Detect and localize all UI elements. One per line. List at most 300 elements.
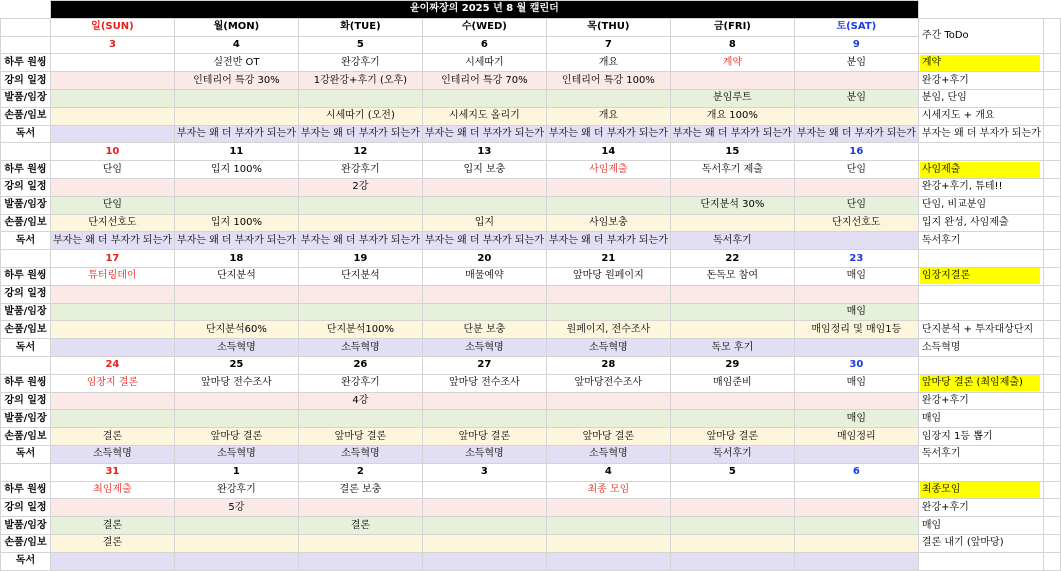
schedule-cell[interactable]: 소득혁명 (174, 445, 298, 463)
date-cell[interactable]: 7 (546, 36, 670, 54)
blank-cell[interactable] (1043, 499, 1060, 517)
blank-cell[interactable] (1043, 303, 1060, 321)
schedule-cell[interactable] (50, 392, 174, 410)
schedule-cell[interactable]: 소득혁명 (422, 339, 546, 357)
schedule-cell[interactable] (546, 499, 670, 517)
schedule-cell[interactable]: 앞마당 결론 (422, 428, 546, 446)
schedule-cell[interactable] (670, 392, 794, 410)
schedule-cell[interactable] (670, 481, 794, 499)
blank-cell[interactable] (1043, 445, 1060, 463)
date-cell[interactable]: 9 (794, 36, 918, 54)
schedule-cell[interactable]: 독서후기 제출 (670, 161, 794, 179)
schedule-cell[interactable] (794, 178, 918, 196)
schedule-cell[interactable] (174, 410, 298, 428)
schedule-cell[interactable]: 완강후기 (174, 481, 298, 499)
row-label[interactable]: 하루 원씽 (1, 481, 51, 499)
schedule-cell[interactable] (670, 303, 794, 321)
schedule-cell[interactable]: 소득혁명 (174, 339, 298, 357)
schedule-cell[interactable] (794, 534, 918, 552)
weekly-todo-item[interactable]: 매임 (918, 410, 1043, 428)
schedule-cell[interactable] (50, 89, 174, 107)
schedule-cell[interactable] (794, 499, 918, 517)
date-cell[interactable]: 18 (174, 250, 298, 268)
row-label[interactable]: 강의 일정 (1, 392, 51, 410)
date-cell[interactable]: 21 (546, 250, 670, 268)
row-label[interactable]: 독서 (1, 552, 51, 570)
row-label[interactable]: 독서 (1, 339, 51, 357)
schedule-cell[interactable] (50, 410, 174, 428)
blank-cell[interactable] (1043, 267, 1060, 285)
date-cell[interactable]: 14 (546, 143, 670, 161)
weekly-todo-item[interactable]: 독서후기 (918, 445, 1043, 463)
day-header[interactable]: 일(SUN) (50, 18, 174, 36)
day-header[interactable]: 월(MON) (174, 18, 298, 36)
day-header[interactable]: 수(WED) (422, 18, 546, 36)
schedule-cell[interactable] (422, 534, 546, 552)
schedule-cell[interactable] (298, 303, 422, 321)
schedule-cell[interactable]: 입지 100% (174, 214, 298, 232)
row-label[interactable]: 강의 일정 (1, 499, 51, 517)
schedule-cell[interactable] (298, 285, 422, 303)
blank-cell[interactable] (918, 143, 1043, 161)
blank-cell[interactable] (1043, 285, 1060, 303)
date-cell[interactable]: 22 (670, 250, 794, 268)
schedule-cell[interactable] (174, 534, 298, 552)
blank-cell[interactable] (1043, 107, 1060, 125)
day-header[interactable]: 금(FRI) (670, 18, 794, 36)
schedule-cell[interactable]: 사임제출 (546, 161, 670, 179)
schedule-cell[interactable] (50, 178, 174, 196)
date-cell[interactable]: 12 (298, 143, 422, 161)
date-cell[interactable]: 3 (422, 463, 546, 481)
schedule-cell[interactable]: 결론 (298, 517, 422, 535)
schedule-cell[interactable]: 시세지도 올리기 (422, 107, 546, 125)
date-cell[interactable]: 23 (794, 250, 918, 268)
blank-cell[interactable] (1043, 196, 1060, 214)
schedule-cell[interactable]: 앞마당 결론 (298, 428, 422, 446)
schedule-cell[interactable] (546, 534, 670, 552)
blank-cell[interactable] (1043, 517, 1060, 535)
schedule-cell[interactable] (422, 178, 546, 196)
schedule-cell[interactable] (174, 285, 298, 303)
row-label[interactable]: 강의 일정 (1, 285, 51, 303)
weekly-todo-item[interactable]: 결론 내기 (앞마당) (918, 534, 1043, 552)
schedule-cell[interactable]: 최임제출 (50, 481, 174, 499)
schedule-cell[interactable] (50, 499, 174, 517)
schedule-cell[interactable] (546, 517, 670, 535)
weekly-todo-item[interactable]: 시세지도 + 개요 (918, 107, 1043, 125)
blank-cell[interactable] (1043, 356, 1060, 374)
row-label[interactable]: 독서 (1, 125, 51, 143)
schedule-cell[interactable] (174, 392, 298, 410)
schedule-cell[interactable]: 앞마당전수조사 (546, 374, 670, 392)
date-cell[interactable]: 3 (50, 36, 174, 54)
row-label[interactable]: 강의 일정 (1, 72, 51, 90)
schedule-cell[interactable]: 인테리어 특강 30% (174, 72, 298, 90)
schedule-cell[interactable]: 분임 (794, 54, 918, 72)
weekly-todo-item[interactable]: 완강+후기 (918, 499, 1043, 517)
weekly-todo-item[interactable]: 임장지 1등 뽑기 (918, 428, 1043, 446)
corner-cell[interactable] (1, 1, 51, 19)
schedule-cell[interactable]: 2강 (298, 178, 422, 196)
date-cell[interactable]: 20 (422, 250, 546, 268)
weekly-todo-item[interactable]: 부자는 왜 더 부자가 되는가 (918, 125, 1043, 143)
schedule-cell[interactable]: 부자는 왜 더 부자가 되는가 (298, 232, 422, 250)
row-label[interactable]: 발품/임장 (1, 303, 51, 321)
date-cell[interactable]: 30 (794, 356, 918, 374)
schedule-cell[interactable] (546, 285, 670, 303)
schedule-cell[interactable] (546, 196, 670, 214)
schedule-cell[interactable] (50, 303, 174, 321)
schedule-cell[interactable]: 앞마당 전수조사 (174, 374, 298, 392)
date-cell[interactable]: 19 (298, 250, 422, 268)
schedule-cell[interactable]: 앞마당 원페이지 (546, 267, 670, 285)
blank-cell[interactable] (1043, 89, 1060, 107)
row-label-blank[interactable] (1, 36, 51, 54)
schedule-cell[interactable]: 매임준비 (670, 374, 794, 392)
schedule-cell[interactable]: 부자는 왜 더 부자가 되는가 (670, 125, 794, 143)
row-label[interactable]: 독서 (1, 232, 51, 250)
schedule-cell[interactable]: 개요 (546, 54, 670, 72)
schedule-cell[interactable] (422, 196, 546, 214)
schedule-cell[interactable] (50, 321, 174, 339)
blank-cell[interactable] (918, 1, 1043, 19)
schedule-cell[interactable]: 부자는 왜 더 부자가 되는가 (546, 232, 670, 250)
weekly-todo-item[interactable]: 완강+후기, 튜테!! (918, 178, 1043, 196)
schedule-cell[interactable]: 소득혁명 (298, 445, 422, 463)
date-cell[interactable]: 11 (174, 143, 298, 161)
schedule-cell[interactable] (546, 410, 670, 428)
blank-cell[interactable] (1043, 178, 1060, 196)
schedule-cell[interactable] (670, 499, 794, 517)
schedule-cell[interactable]: 매임정리 및 매임1등 (794, 321, 918, 339)
weekly-todo-item[interactable]: 매임 (918, 517, 1043, 535)
schedule-cell[interactable]: 인테리어 특강 100% (546, 72, 670, 90)
schedule-cell[interactable]: 부자는 왜 더 부자가 되는가 (422, 125, 546, 143)
schedule-cell[interactable] (546, 89, 670, 107)
schedule-cell[interactable]: 개요 100% (670, 107, 794, 125)
blank-cell[interactable] (1043, 463, 1060, 481)
weekly-todo-header[interactable]: 주간 ToDo (918, 18, 1043, 54)
row-label-blank[interactable] (1, 143, 51, 161)
blank-cell[interactable] (1043, 339, 1060, 357)
schedule-cell[interactable] (298, 410, 422, 428)
schedule-cell[interactable]: 완강후기 (298, 54, 422, 72)
schedule-cell[interactable] (422, 285, 546, 303)
calendar-title[interactable]: 윤이짜장의 2025 년 8 월 캘린더 (50, 1, 918, 19)
schedule-cell[interactable] (794, 392, 918, 410)
blank-cell[interactable] (1043, 534, 1060, 552)
schedule-cell[interactable]: 임장지 결론 (50, 374, 174, 392)
schedule-cell[interactable]: 완강후기 (298, 374, 422, 392)
schedule-cell[interactable] (670, 534, 794, 552)
weekly-todo-item[interactable] (918, 303, 1043, 321)
schedule-cell[interactable]: 독서후기 (670, 445, 794, 463)
schedule-cell[interactable]: 실전반 OT (174, 54, 298, 72)
schedule-cell[interactable]: 단임 (794, 161, 918, 179)
blank-cell[interactable] (1043, 72, 1060, 90)
weekly-todo-item[interactable] (918, 481, 1043, 499)
row-label[interactable]: 강의 일정 (1, 178, 51, 196)
schedule-cell[interactable]: 결론 (50, 534, 174, 552)
blank-cell[interactable] (1043, 392, 1060, 410)
schedule-cell[interactable]: 앞마당 전수조사 (422, 374, 546, 392)
schedule-cell[interactable] (422, 303, 546, 321)
schedule-cell[interactable]: 매임 (794, 374, 918, 392)
schedule-cell[interactable]: 단임 (50, 161, 174, 179)
blank-cell[interactable] (1043, 143, 1060, 161)
schedule-cell[interactable]: 개요 (546, 107, 670, 125)
blank-cell[interactable] (1043, 18, 1060, 54)
row-label[interactable]: 손품/임보 (1, 321, 51, 339)
schedule-cell[interactable]: 부자는 왜 더 부자가 되는가 (422, 232, 546, 250)
blank-cell[interactable] (1043, 552, 1060, 570)
schedule-cell[interactable]: 매물예약 (422, 267, 546, 285)
schedule-cell[interactable] (794, 552, 918, 570)
row-label[interactable]: 발품/임장 (1, 89, 51, 107)
row-label[interactable]: 발품/임장 (1, 196, 51, 214)
weekly-todo-item[interactable]: 분임, 단임 (918, 89, 1043, 107)
schedule-cell[interactable]: 단지분석 30% (670, 196, 794, 214)
schedule-cell[interactable]: 단지분석 (174, 267, 298, 285)
blank-cell[interactable] (1043, 321, 1060, 339)
schedule-cell[interactable]: 단지분석60% (174, 321, 298, 339)
schedule-cell[interactable] (670, 285, 794, 303)
blank-cell[interactable] (918, 250, 1043, 268)
date-cell[interactable]: 10 (50, 143, 174, 161)
schedule-cell[interactable]: 앞마당 결론 (174, 428, 298, 446)
schedule-cell[interactable] (546, 392, 670, 410)
blank-cell[interactable] (1043, 232, 1060, 250)
row-label-blank[interactable] (1, 463, 51, 481)
date-cell[interactable]: 24 (50, 356, 174, 374)
schedule-cell[interactable] (670, 321, 794, 339)
schedule-cell[interactable] (794, 107, 918, 125)
schedule-cell[interactable] (670, 552, 794, 570)
schedule-cell[interactable] (670, 410, 794, 428)
schedule-cell[interactable]: 결론 보충 (298, 481, 422, 499)
schedule-cell[interactable] (794, 481, 918, 499)
schedule-cell[interactable] (546, 303, 670, 321)
schedule-cell[interactable] (422, 392, 546, 410)
blank-cell[interactable] (1043, 161, 1060, 179)
date-cell[interactable]: 4 (546, 463, 670, 481)
schedule-cell[interactable]: 완강후기 (298, 161, 422, 179)
date-cell[interactable]: 6 (422, 36, 546, 54)
schedule-cell[interactable]: 부자는 왜 더 부자가 되는가 (50, 232, 174, 250)
schedule-cell[interactable]: 소득혁명 (50, 445, 174, 463)
schedule-cell[interactable] (50, 339, 174, 357)
schedule-cell[interactable] (794, 517, 918, 535)
weekly-todo-item[interactable] (918, 161, 1043, 179)
schedule-cell[interactable] (422, 481, 546, 499)
corner-cell[interactable] (1, 18, 51, 36)
schedule-cell[interactable]: 앞마당 결론 (670, 428, 794, 446)
schedule-cell[interactable]: 결론 (50, 517, 174, 535)
date-cell[interactable]: 13 (422, 143, 546, 161)
schedule-cell[interactable]: 부자는 왜 더 부자가 되는가 (174, 232, 298, 250)
blank-cell[interactable] (1043, 481, 1060, 499)
date-cell[interactable]: 5 (670, 463, 794, 481)
blank-cell[interactable] (1043, 250, 1060, 268)
blank-cell[interactable] (1043, 125, 1060, 143)
row-label[interactable]: 독서 (1, 445, 51, 463)
date-cell[interactable]: 16 (794, 143, 918, 161)
row-label[interactable]: 손품/임보 (1, 534, 51, 552)
row-label[interactable]: 하루 원씽 (1, 54, 51, 72)
weekly-todo-item[interactable] (918, 552, 1043, 570)
blank-cell[interactable] (1043, 1, 1060, 19)
schedule-cell[interactable]: 부자는 왜 더 부자가 되는가 (174, 125, 298, 143)
schedule-cell[interactable] (174, 303, 298, 321)
weekly-todo-item[interactable]: 소득혁명 (918, 339, 1043, 357)
row-label[interactable]: 발품/임장 (1, 517, 51, 535)
schedule-cell[interactable]: 소득혁명 (298, 339, 422, 357)
schedule-cell[interactable]: 단지분석 (298, 267, 422, 285)
schedule-cell[interactable] (298, 534, 422, 552)
schedule-cell[interactable]: 매임 (794, 410, 918, 428)
weekly-todo-item[interactable] (918, 374, 1043, 392)
schedule-cell[interactable]: 매임정리 (794, 428, 918, 446)
schedule-cell[interactable] (546, 178, 670, 196)
schedule-cell[interactable] (298, 552, 422, 570)
schedule-cell[interactable] (794, 339, 918, 357)
schedule-cell[interactable]: 부자는 왜 더 부자가 되는가 (794, 125, 918, 143)
schedule-cell[interactable] (422, 552, 546, 570)
schedule-cell[interactable]: 소득혁명 (546, 339, 670, 357)
weekly-todo-item[interactable] (918, 54, 1043, 72)
schedule-cell[interactable]: 단지선호도 (50, 214, 174, 232)
weekly-todo-item[interactable] (918, 285, 1043, 303)
schedule-cell[interactable] (422, 499, 546, 517)
schedule-cell[interactable]: 단지선호도 (794, 214, 918, 232)
day-header[interactable]: 화(TUE) (298, 18, 422, 36)
date-cell[interactable]: 4 (174, 36, 298, 54)
schedule-cell[interactable] (50, 285, 174, 303)
schedule-cell[interactable]: 소득혁명 (422, 445, 546, 463)
schedule-cell[interactable]: 사임보충 (546, 214, 670, 232)
weekly-todo-item[interactable]: 완강+후기 (918, 392, 1043, 410)
schedule-cell[interactable]: 5강 (174, 499, 298, 517)
date-cell[interactable]: 25 (174, 356, 298, 374)
row-label[interactable]: 발품/임장 (1, 410, 51, 428)
schedule-cell[interactable] (794, 285, 918, 303)
weekly-todo-item[interactable]: 완강+후기 (918, 72, 1043, 90)
blank-cell[interactable] (1043, 214, 1060, 232)
schedule-cell[interactable] (670, 178, 794, 196)
date-cell[interactable]: 29 (670, 356, 794, 374)
blank-cell[interactable] (918, 356, 1043, 374)
date-cell[interactable]: 15 (670, 143, 794, 161)
date-cell[interactable]: 1 (174, 463, 298, 481)
schedule-cell[interactable] (422, 517, 546, 535)
row-label[interactable]: 손품/임보 (1, 107, 51, 125)
row-label[interactable]: 하루 원씽 (1, 161, 51, 179)
schedule-cell[interactable]: 소득혁명 (546, 445, 670, 463)
schedule-cell[interactable] (50, 54, 174, 72)
schedule-cell[interactable]: 입지 100% (174, 161, 298, 179)
schedule-cell[interactable] (50, 107, 174, 125)
schedule-cell[interactable] (174, 517, 298, 535)
schedule-cell[interactable]: 단분 보충 (422, 321, 546, 339)
row-label[interactable]: 하루 원씽 (1, 374, 51, 392)
schedule-cell[interactable]: 4강 (298, 392, 422, 410)
schedule-cell[interactable]: 돈독모 참여 (670, 267, 794, 285)
row-label-blank[interactable] (1, 356, 51, 374)
schedule-cell[interactable]: 매임 (794, 303, 918, 321)
schedule-cell[interactable]: 1강완강+후기 (오후) (298, 72, 422, 90)
schedule-cell[interactable]: 독모 후기 (670, 339, 794, 357)
date-cell[interactable]: 31 (50, 463, 174, 481)
blank-cell[interactable] (1043, 428, 1060, 446)
schedule-cell[interactable] (670, 72, 794, 90)
schedule-cell[interactable]: 인테리어 특강 70% (422, 72, 546, 90)
schedule-cell[interactable]: 튜터링데이 (50, 267, 174, 285)
schedule-cell[interactable] (670, 517, 794, 535)
blank-cell[interactable] (918, 463, 1043, 481)
schedule-cell[interactable]: 원페이지, 전수조사 (546, 321, 670, 339)
schedule-cell[interactable]: 입지 (422, 214, 546, 232)
schedule-cell[interactable] (298, 89, 422, 107)
row-label[interactable]: 손품/임보 (1, 428, 51, 446)
blank-cell[interactable] (1043, 374, 1060, 392)
weekly-todo-item[interactable] (918, 267, 1043, 285)
day-header[interactable]: 토(SAT) (794, 18, 918, 36)
schedule-cell[interactable] (794, 232, 918, 250)
date-cell[interactable]: 27 (422, 356, 546, 374)
schedule-cell[interactable] (174, 196, 298, 214)
weekly-todo-item[interactable]: 입지 완성, 사임제출 (918, 214, 1043, 232)
schedule-cell[interactable]: 결론 (50, 428, 174, 446)
schedule-cell[interactable]: 부자는 왜 더 부자가 되는가 (298, 125, 422, 143)
schedule-cell[interactable] (174, 107, 298, 125)
schedule-cell[interactable] (670, 214, 794, 232)
schedule-cell[interactable] (794, 72, 918, 90)
blank-cell[interactable] (1043, 410, 1060, 428)
schedule-cell[interactable] (174, 89, 298, 107)
schedule-cell[interactable]: 시세따기 (오전) (298, 107, 422, 125)
schedule-cell[interactable] (50, 72, 174, 90)
schedule-cell[interactable]: 계약 (670, 54, 794, 72)
schedule-cell[interactable] (422, 89, 546, 107)
schedule-cell[interactable]: 앞마당 결론 (546, 428, 670, 446)
weekly-todo-item[interactable]: 단임, 비교분임 (918, 196, 1043, 214)
schedule-cell[interactable] (298, 196, 422, 214)
schedule-cell[interactable]: 단임 (50, 196, 174, 214)
date-cell[interactable]: 26 (298, 356, 422, 374)
row-label-blank[interactable] (1, 250, 51, 268)
schedule-cell[interactable]: 입지 보충 (422, 161, 546, 179)
schedule-cell[interactable]: 분임 (794, 89, 918, 107)
row-label[interactable]: 하루 원씽 (1, 267, 51, 285)
blank-cell[interactable] (1043, 54, 1060, 72)
schedule-cell[interactable]: 최종 모임 (546, 481, 670, 499)
date-cell[interactable]: 2 (298, 463, 422, 481)
row-label[interactable]: 손품/임보 (1, 214, 51, 232)
schedule-cell[interactable] (174, 552, 298, 570)
schedule-cell[interactable]: 매임 (794, 267, 918, 285)
schedule-cell[interactable] (50, 125, 174, 143)
date-cell[interactable]: 28 (546, 356, 670, 374)
schedule-cell[interactable] (174, 178, 298, 196)
schedule-cell[interactable]: 단지분석100% (298, 321, 422, 339)
schedule-cell[interactable] (298, 214, 422, 232)
schedule-cell[interactable]: 부자는 왜 더 부자가 되는가 (546, 125, 670, 143)
schedule-cell[interactable] (50, 552, 174, 570)
schedule-cell[interactable] (546, 552, 670, 570)
schedule-cell[interactable]: 시세따기 (422, 54, 546, 72)
weekly-todo-item[interactable]: 단지분석 + 투자대상단지 (918, 321, 1043, 339)
